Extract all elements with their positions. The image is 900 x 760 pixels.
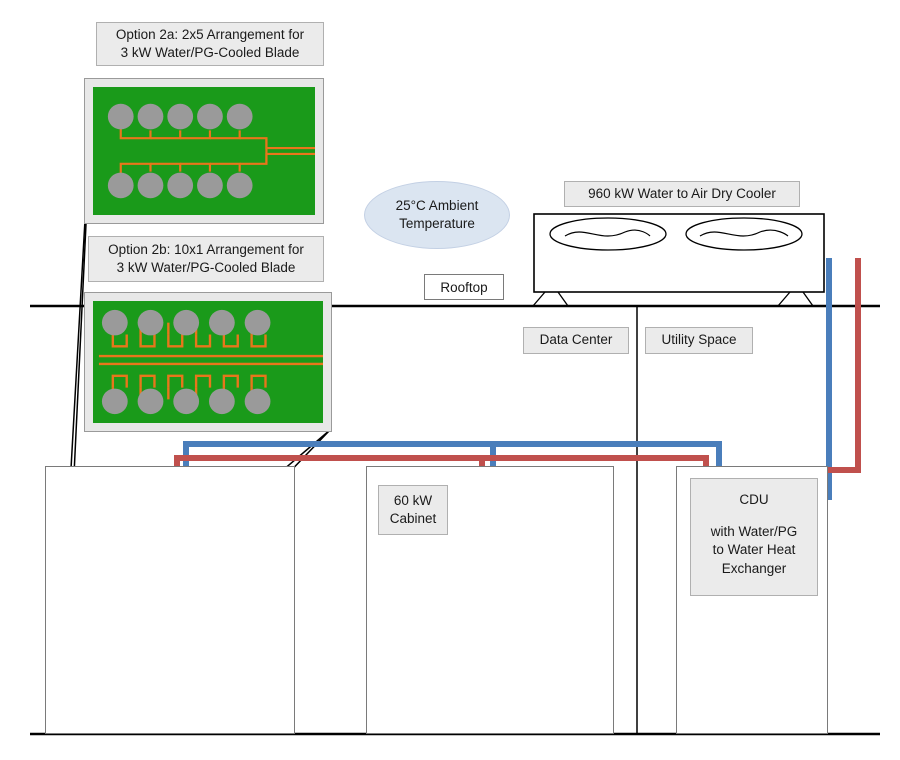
cdu-line1: with Water/PG <box>710 524 798 540</box>
pcb-2a-art <box>93 87 315 215</box>
option-2a-caption-line2: 3 kW Water/PG-Cooled Blade <box>120 45 300 60</box>
option-2b-caption-line1: Option 2b: 10x1 Arrangement for <box>108 241 304 257</box>
option-2a-caption <box>96 22 324 66</box>
pcb-option-2a <box>84 78 324 224</box>
data-center-label <box>523 327 629 354</box>
pcb-2a-board <box>93 87 315 215</box>
cabinet-label-line2: Cabinet <box>389 511 437 526</box>
cabinet-label-line1: 60 kW <box>393 492 433 508</box>
cdu-line2: to Water Heat <box>712 542 796 558</box>
option-2a-caption-line1: Option 2a: 2x5 Arrangement for <box>115 26 305 42</box>
cabinet-label <box>378 485 448 535</box>
option-2b-caption <box>88 236 324 282</box>
rooftop-label-text: Rooftop <box>440 279 488 295</box>
data-center-label-text: Data Center <box>539 332 613 348</box>
utility-space-label <box>645 327 753 354</box>
pcb-2b-art <box>93 301 323 423</box>
ambient-line1: 25°C Ambient <box>395 197 479 213</box>
dry-cooler-label-text: 960 kW Water to Air Dry Cooler <box>588 185 776 201</box>
cdu-line3: Exchanger <box>721 560 787 576</box>
cabinet-left <box>45 466 295 734</box>
cdu-title: CDU <box>739 492 769 507</box>
option-2b-caption-line2: 3 kW Water/PG-Cooled Blade <box>116 260 296 275</box>
utility-space-label-text: Utility Space <box>661 332 737 348</box>
rooftop-label <box>424 274 504 300</box>
dry-cooler-label <box>564 181 800 207</box>
pcb-option-2b <box>84 292 332 432</box>
cdu-label <box>690 478 818 596</box>
pcb-2b-board <box>93 301 323 423</box>
ambient-temperature-bubble <box>364 181 510 249</box>
ambient-line2: Temperature <box>399 216 475 231</box>
